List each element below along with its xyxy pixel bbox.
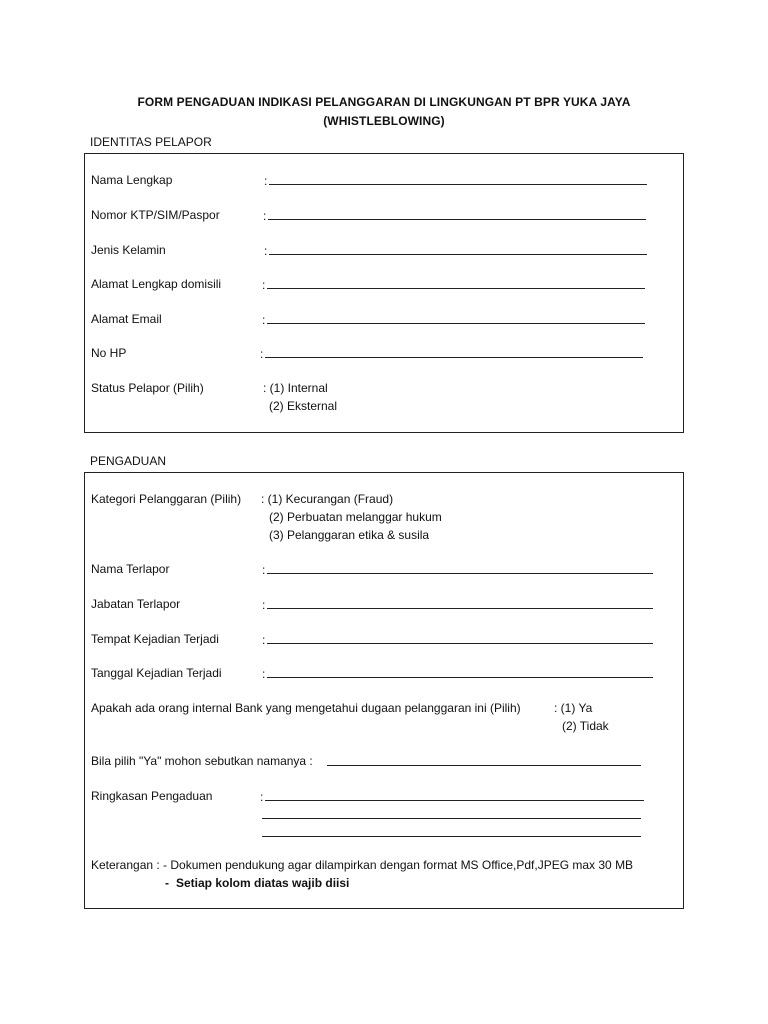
jabatan-field[interactable]: :: [262, 597, 653, 612]
kategori-option-fraud[interactable]: : (1) Kecurangan (Fraud): [261, 492, 394, 506]
tanggal-label: Tanggal Kejadian Terjadi: [91, 666, 222, 680]
nama-label: Nama Lengkap: [91, 173, 173, 187]
alamat-field[interactable]: :: [262, 277, 645, 292]
ktp-field[interactable]: :: [263, 208, 646, 223]
nama-field[interactable]: :: [264, 173, 647, 188]
apakah-option-ya[interactable]: : (1) Ya: [554, 701, 593, 715]
terlapor-label: Nama Terlapor: [91, 562, 170, 576]
kategori-option-etika[interactable]: (3) Pelanggaran etika & susila: [269, 528, 430, 542]
pengaduan-heading: PENGADUAN: [90, 454, 167, 468]
status-option-internal[interactable]: : (1) Internal: [263, 381, 328, 395]
status-option-eksternal[interactable]: (2) Eksternal: [269, 399, 338, 413]
ringkasan-field-line1[interactable]: :: [260, 789, 644, 804]
keterangan-dash: -: [165, 876, 169, 890]
tempat-label: Tempat Kejadian Terjadi: [91, 632, 219, 646]
ringkasan-field-line3[interactable]: [262, 825, 641, 840]
terlapor-field[interactable]: :: [262, 562, 653, 577]
ringkasan-field-line2[interactable]: [262, 807, 641, 822]
tanggal-field[interactable]: :: [262, 666, 653, 681]
jabatan-label: Jabatan Terlapor: [91, 597, 181, 611]
keterangan-text: Keterangan : - Dokumen pendukung agar dilampirkan dengan format MS Office,Pdf,JPEG max 30 MB: [91, 858, 634, 872]
alamat-label: Alamat Lengkap domisili: [91, 277, 222, 291]
ktp-label: Nomor KTP/SIM/Paspor: [91, 208, 220, 222]
kelamin-label: Jenis Kelamin: [91, 243, 166, 257]
kelamin-field[interactable]: :: [264, 243, 647, 258]
form-title-line1: FORM PENGADUAN INDIKASI PELANGGARAN DI LINGKUNGAN PT BPR YUKA JAYA: [137, 95, 631, 109]
email-field[interactable]: :: [262, 312, 645, 327]
hp-field[interactable]: :: [260, 346, 643, 361]
status-label: Status Pelapor (Pilih): [91, 381, 204, 395]
hp-label: No HP: [91, 346, 127, 360]
bila-label: Bila pilih "Ya" mohon sebutkan namanya :: [91, 754, 313, 768]
ringkasan-label: Ringkasan Pengaduan: [91, 789, 213, 803]
identitas-box: [84, 153, 684, 433]
email-label: Alamat Email: [91, 312, 162, 326]
tempat-field[interactable]: :: [262, 632, 653, 647]
kategori-label: Kategori Pelanggaran (Pilih): [91, 492, 242, 506]
apakah-option-tidak[interactable]: (2) Tidak: [562, 719, 609, 733]
form-title-line2: (WHISTLEBLOWING): [323, 114, 445, 128]
bila-field[interactable]: [327, 754, 641, 769]
kategori-option-hukum[interactable]: (2) Perbuatan melanggar hukum: [269, 510, 442, 524]
pengaduan-box: [84, 472, 684, 909]
keterangan-wajib: Setiap kolom diatas wajib diisi: [176, 876, 350, 890]
identitas-heading: IDENTITAS PELAPOR: [90, 135, 212, 149]
apakah-label: Apakah ada orang internal Bank yang mengetahui dugaan pelanggaran ini (Pilih): [91, 701, 521, 715]
